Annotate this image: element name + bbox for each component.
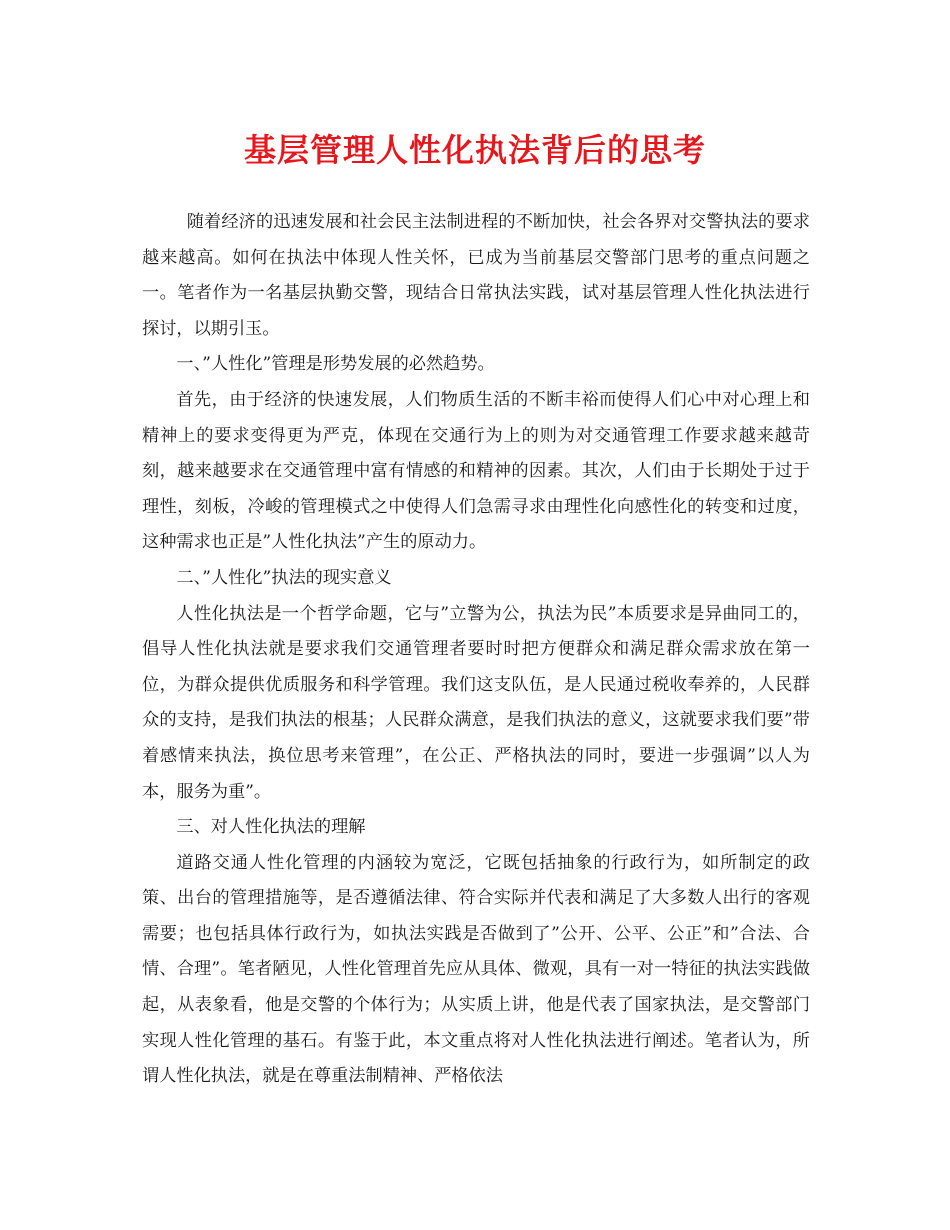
- section-heading-2: 二、”人性化”执法的现实意义: [176, 567, 392, 588]
- section-heading-3: 三、对人性化执法的理解: [176, 817, 366, 838]
- document-title: 基层管理人性化执法背后的思考: [243, 131, 706, 169]
- section-2-paragraph: 人性化执法是一个哲学命题，它与”立警为公，执法为民”本质要求是异曲同工的，倡导人性化执法就是要求我们交通管理者要时时把方便群众和满足群众需求放在第一位，为群众提供优质服务和科学管理。我们这支队伍，是人民通过税收奉养的，人民群众的支持，是我们执法的根基；人民群众满意，是我们执法的意义，这就要求我们要”带着感情来执法，换位思考来管理”，在公正、严格执法的同时，要进一步强调”以人为本，服务为重”。: [142, 603, 810, 802]
- intro-paragraph: 随着经济的迅速发展和社会民主法制进程的不断加快，社会各界对交警执法的要求越来越高。如何在执法中体现人性关怀，已成为当前基层交警部门思考的重点问题之一。笔者作为一名基层执勤交警，现结合日常执法实践，试对基层管理人性化执法进行探讨，以期引玉。: [142, 212, 810, 339]
- section-1-paragraph: 首先，由于经济的快速发展，人们物质生活的不断丰裕而使得人们心中对心理上和精神上的要求变得更为严克，体现在交通行为上的则为对交通管理工作要求越来越苛刻，越来越要求在交通管理中富有情感的和精神的因素。其次，人们由于长期处于过于理性，刻板，冷峻的管理模式之中使得人们急需寻求由理性化向感性化的转变和过度，这种需求也正是”人性化执法”产生的原动力。: [142, 389, 810, 553]
- section-3-paragraph: 道路交通人性化管理的内涵较为宽泛，它既包括抽象的行政行为，如所制定的政策、出台的管理措施等，是否遵循法律、符合实际并代表和满足了大多数人出行的客观需要；也包括具体行政行为，如执法实践是否做到了”公开、公平、公正”和”合法、合情、合理”。笔者陋见，人性化管理首先应从具体、微观，具有一对一特征的执法实践做起，从表象看，他是交警的个体行为；从实质上讲，他是代表了国家执法，是交警部门实现人性化管理的基石。有鉴于此，本文重点将对人性化执法进行阐述。笔者认为，所谓人性化执法，就是在尊重法制精神、严格依法: [142, 852, 810, 1087]
- document-body: [142, 205, 810, 1095]
- section-heading-1: 一、”人性化”管理是形势发展的必然趋势。: [176, 354, 495, 375]
